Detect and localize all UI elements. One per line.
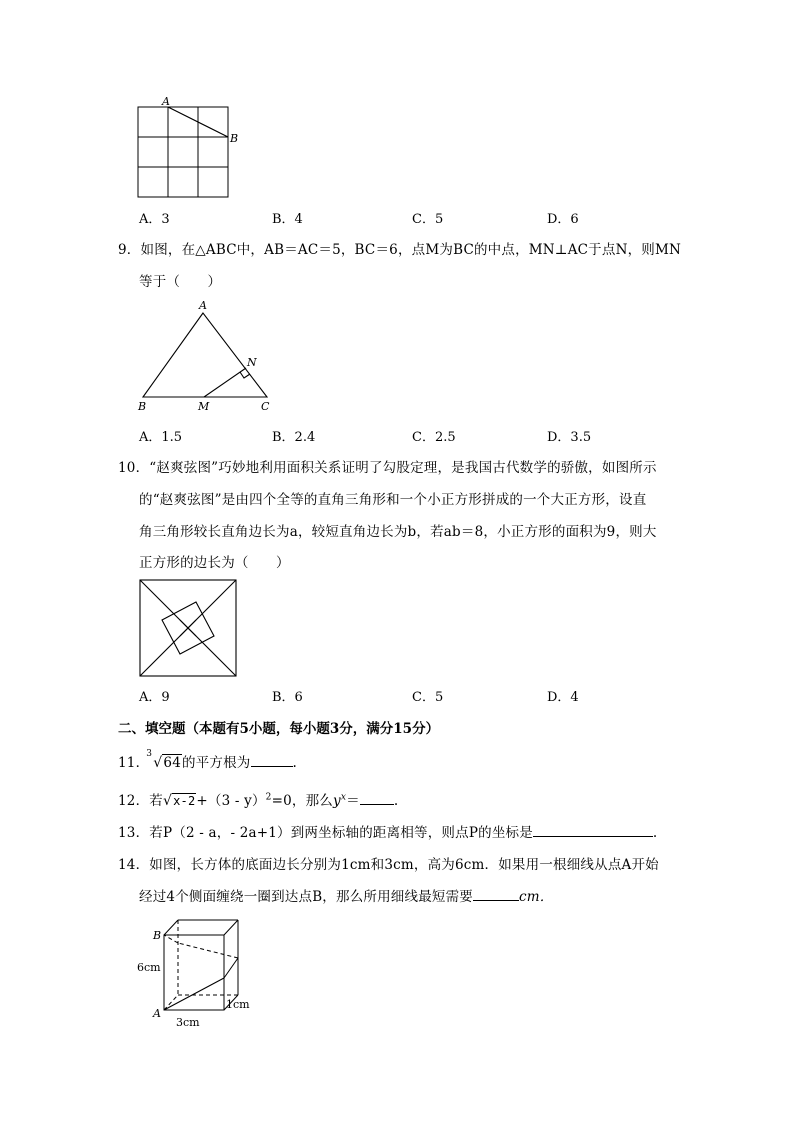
- label-height: 6cm: [137, 961, 161, 974]
- q9-stem-line2: 等于（ ）: [139, 274, 222, 290]
- q12-middle: +（3 - y）: [196, 793, 266, 809]
- label-b: B: [230, 132, 239, 145]
- q12-end: .: [393, 793, 399, 809]
- q9-choice-b: B．2.4: [272, 430, 316, 445]
- string-path-2: [224, 958, 238, 978]
- q11-root-index: 3: [146, 749, 153, 759]
- q13-end: .: [652, 825, 658, 841]
- q12: 12．若√x-2+（3 - y）$^2$=0，那么$y^x=$ .: [118, 792, 399, 809]
- q10-stem-line2: 的“赵爽弦图”是由四个全等的直角三角形和一个小正方形拼成的一个大正方形，设直: [139, 492, 647, 508]
- q12-y: y: [333, 793, 341, 809]
- label-width: 3cm: [176, 1016, 200, 1029]
- q14-cuboid-figure: [134, 910, 254, 1030]
- q10-choice-c: C．5: [412, 690, 444, 705]
- q10-choice-a: A．9: [139, 690, 170, 705]
- label-a: A: [162, 95, 170, 108]
- q12-radicand: x-2: [173, 794, 196, 808]
- q13: [118, 821, 657, 841]
- string-path-1: [164, 978, 224, 1010]
- label-depth: 1cm: [226, 998, 250, 1011]
- label-c: C: [261, 400, 270, 413]
- q10-stem-line1: 10．“赵爽弦图”巧妙地利用面积关系证明了勾股定理，是我国古代数学的骄傲，如图所示: [118, 460, 657, 476]
- q12-prefix: 12．若: [118, 793, 163, 809]
- q8-choice-d: D．6: [547, 212, 579, 227]
- label-a: A: [153, 1007, 161, 1020]
- q8-choice-b: B．4: [272, 212, 303, 227]
- q14-blank[interactable]: [473, 900, 519, 901]
- q8-choice-c: C．5: [412, 212, 444, 227]
- q10-stem-line3: 角三角形较长直角边长为a，较短直角边长为b，若ab＝8，小正方形的面积为9，则大: [139, 524, 657, 540]
- q12-eq: ＝: [346, 793, 360, 809]
- string-path-3: [178, 943, 238, 958]
- q11-prefix: 11．: [118, 755, 150, 771]
- q13-blank[interactable]: [533, 836, 653, 837]
- q8-choice-a: A．3: [139, 212, 170, 227]
- q11-end: .: [292, 755, 297, 771]
- q10-choice-b: B．6: [272, 690, 303, 705]
- q12-blank[interactable]: [360, 804, 394, 805]
- label-a: A: [199, 299, 207, 312]
- section-title: 二、填空题（本题有5小题，每小题3分，满分15分）: [118, 721, 440, 737]
- label-b: B: [153, 929, 162, 942]
- q10-zhaoshuang-figure: [138, 578, 240, 680]
- q9-stem-line1: 9．如图，在△ABC中，AB＝AC＝5，BC＝6，点M为BC的中点，MN⊥AC于点N，则MN: [118, 242, 682, 258]
- string-path-4: [164, 935, 178, 943]
- q11-suffix: 的平方根为: [182, 755, 251, 771]
- label-n: N: [247, 356, 257, 369]
- q11-root: 3 √64: [146, 749, 181, 771]
- q11: [118, 751, 297, 771]
- q9-choice-a: A．1.5: [139, 430, 183, 445]
- q14-stem-line1: 14．如图，长方体的底面边长分别为1cm和3cm，高为6cm．如果用一根细线从点A开始: [118, 857, 659, 873]
- q9-choice-c: C．2.5: [412, 430, 456, 445]
- q12-after: =0，那么: [271, 793, 334, 809]
- q12-yexp: x: [340, 792, 347, 803]
- q14-stem-line2a: 经过4个侧面缠绕一圈到达点B，那么所用细线最短需要: [139, 889, 474, 905]
- q14-stem-line2: [139, 885, 553, 905]
- q11-radicand: 64: [163, 755, 181, 771]
- q9-choice-d: D．3.5: [547, 430, 592, 445]
- q10-stem-line4: 正方形的边长为（ ）: [139, 555, 290, 571]
- q9-triangle-figure: [130, 296, 280, 416]
- q13-text: 13．若P（2 - a，- 2a+1）到两坐标轴的距离相等，则点P的坐标是: [118, 825, 533, 841]
- q8-grid-figure: [130, 95, 245, 205]
- q14-stem-line2b: cm．: [519, 889, 554, 905]
- q12-exp: 2: [265, 792, 272, 803]
- label-m: M: [198, 400, 210, 413]
- label-b: B: [138, 400, 147, 413]
- q11-blank[interactable]: [251, 766, 293, 767]
- q10-choice-d: D．4: [547, 690, 579, 705]
